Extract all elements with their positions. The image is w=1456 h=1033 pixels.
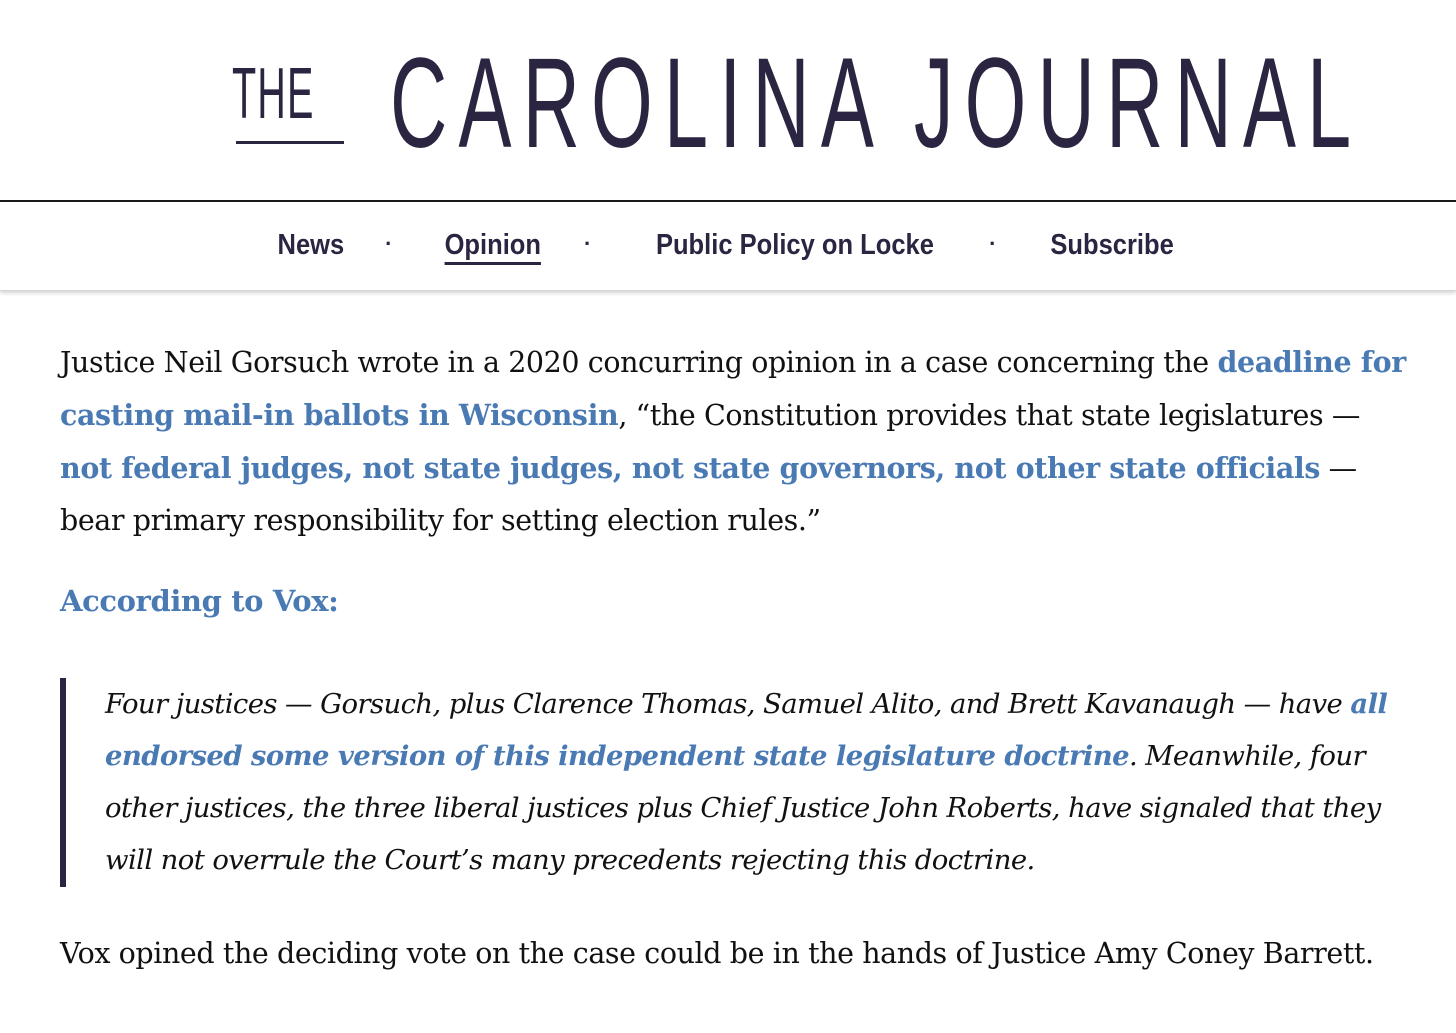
nav-item-subscribe[interactable]: Subscribe [1050,228,1175,261]
article-paragraph: Vox opined the deciding vote on the case could be in the hands of Justice Amy Coney Barrett. [60,937,1374,970]
article-body [60,336,1410,970]
paragraph-text: , “the Constitution provides that state legislatures — [618,399,1360,432]
site-logo[interactable] [232,32,1363,175]
nav-item-public-policy-on-locke[interactable]: Public Policy on Locke [656,228,935,261]
link-wisconsin-mail-in-deadline[interactable]: deadline for casting mail-in ballots in Wisconsin [60,345,1406,432]
paragraph-text: Justice Neil Gorsuch wrote in a 2020 concurring opinion in a case concerning the [60,346,1218,379]
nav-item-opinion[interactable]: Opinion [444,228,542,261]
article-paragraph [60,336,1410,547]
main-nav [0,202,1456,291]
logo-underline [236,141,344,144]
subhead-according-to-vox[interactable]: According to Vox: [60,584,339,618]
nav-separator: · [385,231,393,256]
quote-segment: Four justices — Gorsuch, plus Clarence Thomas, Samuel Alito, and Brett Kavanaugh — have [105,688,1351,720]
nav-list [0,202,1456,290]
link-not-federal-judges[interactable]: not federal judges, not state judges, not state governors, not other state officials [60,451,1320,485]
logo-the: THE [232,54,315,134]
nav-separator: · [989,231,997,256]
masthead [0,0,1456,201]
nav-separator: · [583,231,592,256]
link-independent-state-legislature-doctrine[interactable]: all endorsed some version of this independent state legislature doctrine [105,688,1388,772]
blockquote [60,678,1416,887]
paragraph-text: — bear primary responsibility for setting election rules.” [60,452,1357,537]
nav-item-news[interactable]: News [277,228,345,261]
quote-segment: . Meanwhile, four other justices, the three liberal justices plus Chief Justice John Roberts, have signaled that they will not overrule the Court’s many precedents rejecting this doctrine. [105,740,1381,876]
logo-name: CAROLINA JOURNAL [390,32,1363,175]
quote-text [105,678,1423,886]
